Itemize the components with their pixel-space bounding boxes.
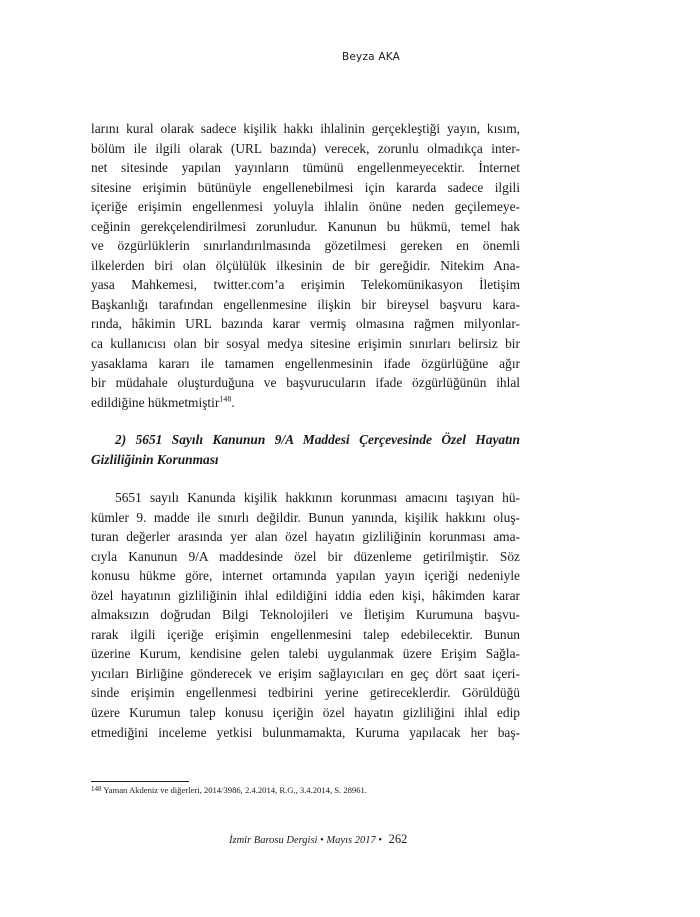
- text-line: yasa Mahkemesi, twitter.com’a erişimin Telekomünikasyon İletişim: [91, 277, 520, 293]
- text-line: konusu hükme göre, internet ortamında yapılan yayın içeriği nedeniyle: [91, 568, 520, 584]
- text-line: özel hayatının gizliliğinin ihlal edildiğini iddia eden kişi, hâkimden karar: [91, 587, 520, 603]
- author-name: Beyza AKA: [341, 51, 401, 63]
- section-heading-line-1: 2) 5651 Sayılı Kanunun 9/A Maddesi Çerçevesinde Özel Hayatın: [115, 432, 520, 447]
- text-line: sitesine erişimin bütünüyle engellenebilmesi için kararda sadece ilgili: [91, 179, 520, 195]
- text-line: Başkanlığı tarafından engellenmesine ilişkin bir bireysel başvuru kara-: [91, 296, 520, 312]
- text-segment: edildiğine hükmetmiştir: [91, 394, 220, 410]
- text-line: rarak ilgili içeriğe erişimin engellenmesini talep edebilecektir. Bunun: [91, 626, 520, 642]
- text-line: bölüm ile ilgili olarak (URL bazında) verecek, zorunlu olmadıkça inter-: [91, 140, 520, 156]
- text-line: üzere Kurumun talep konusu içeriğin özel hayatın gizliliğini ihlal edip: [91, 705, 520, 721]
- text-line: ve özgürlüklerin sınırlandırılmasında gözetilmesi gereken en önemli: [91, 238, 520, 254]
- footer-separator-1: •: [320, 835, 324, 846]
- journal-issue: Mayıs 2017: [326, 835, 376, 846]
- text-line: etmediğini inceleme yetkisi bulunmamakta, Kuruma yapılacak her baş-: [91, 724, 520, 740]
- text-line: ceğinin gerekçelendirilmesi zorunludur. Kanunun bu hükmü, temel hak: [91, 218, 520, 234]
- text-segment: .: [231, 394, 235, 410]
- footnote: [91, 785, 367, 795]
- footnote-reference: 148: [219, 394, 232, 404]
- text-line: turan değerler arasında yer alan özel hayatın gizliliğinin korunması ama-: [91, 529, 520, 545]
- text-line: net sitesinde yapılan yayınların tümünü engellenmeyecektir. İnternet: [91, 160, 520, 176]
- section-heading: [91, 430, 520, 469]
- text-line: yıcıları Birliğine gönderecek ve erişim sağlayıcıları en geç dört saat içeri-: [91, 665, 520, 681]
- body-paragraph-2: [91, 488, 520, 742]
- page-footer: [229, 832, 407, 847]
- footer-separator-2: •: [378, 835, 383, 846]
- journal-name: İzmir Barosu Dergisi: [229, 835, 318, 846]
- text-line: ilkelerden biri olan ölçülülük ilkesinin de bir gereğidir. Nitekim Ana-: [91, 257, 520, 273]
- footnote-text: Yaman Akdeniz ve diğerleri, 2014/3986, 2.4.2014, R.G., 3.4.2014, S. 28961.: [103, 785, 367, 795]
- text-line: bir müdahale oluşturduğuna ve başvurucuların ifade özgürlüğünün ihlal: [91, 375, 520, 391]
- text-line: içeriğe erişimin engellenmesi yoluyla ihlalin önüne neden geçilemeye-: [91, 199, 520, 215]
- text-line: üzerine Kurum, kendisine gelen talebi uygulanmak üzere Erişim Sağla-: [91, 646, 520, 662]
- page-number: 262: [388, 832, 408, 846]
- running-header: [0, 51, 700, 63]
- text-line: 5651 sayılı Kanunda kişilik hakkının korunması amacını taşıyan hü-: [115, 490, 520, 505]
- footnote-number: 148: [91, 785, 102, 793]
- body-paragraph-1: [91, 119, 520, 412]
- text-line-last: [91, 393, 520, 413]
- text-line: kümler 9. madde ile sınırlı değildir. Bunun yanında, kişilik hakkını oluş-: [91, 509, 520, 525]
- section-heading-line-2: Gizliliğinin Korunması: [91, 451, 219, 467]
- text-line: almaksızın doğrudan Bilgi Teknolojileri ve İletişim Kurumuna başvu-: [91, 607, 520, 623]
- footnote-separator: [91, 781, 189, 782]
- text-line: rında, hâkimin URL bazında karar vermiş olmasına rağmen milyonlar-: [91, 316, 520, 332]
- text-line: ca kullanıcısı olan bir sosyal medya sitesine erişimin sınırları belirsiz bir: [91, 336, 520, 352]
- text-line: larını kural olarak sadece kişilik hakkı ihlalinin gerçekleştiği yayın, kısım,: [91, 121, 520, 136]
- text-line: cıyla Kanunun 9/A maddesinde özel bir düzenleme getirilmiştir. Söz: [91, 548, 520, 564]
- text-line: yasaklama kararı ile tamamen engellenmesinin ifade özgürlüğüne ağır: [91, 355, 520, 371]
- text-line: sinde erişimin engellenmesi tedbirini yerine getireceklerdir. Görüldüğü: [91, 685, 520, 701]
